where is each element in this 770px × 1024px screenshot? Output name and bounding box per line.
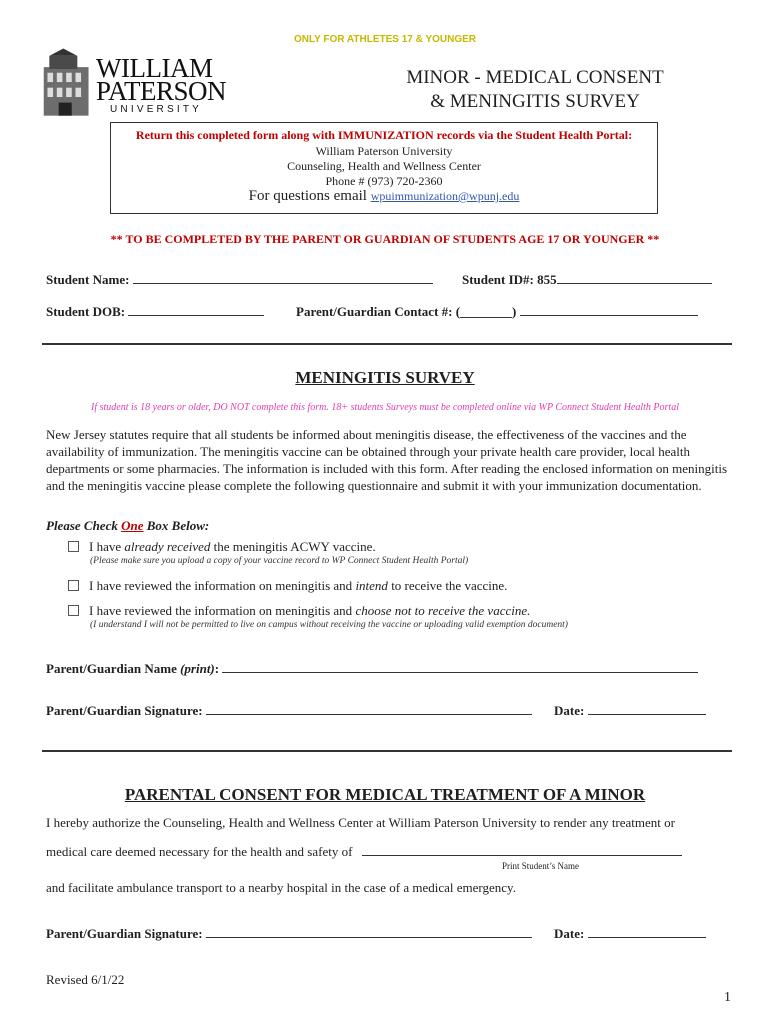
- student-name-label: Student Name:: [46, 272, 130, 287]
- logo-word-paterson: PATERSON: [96, 76, 227, 106]
- guardian-note: ** TO BE COMPLETED BY THE PARENT OR GUARDIAN OF STUDENTS AGE 17 OR YOUNGER **: [110, 232, 660, 246]
- student-dob-field[interactable]: [46, 304, 264, 320]
- print-student-name-label: Print Student’s Name: [502, 861, 579, 871]
- checkbox[interactable]: [68, 541, 79, 552]
- option-intend[interactable]: [68, 578, 507, 594]
- logo-word-university: UNIVERSITY: [110, 104, 203, 115]
- student-name-blank[interactable]: [133, 283, 433, 284]
- checkbox[interactable]: [68, 580, 79, 591]
- exemption-note: (I understand I will not be permitted to live on campus without receiving the vaccine or uploading valid exemption document): [90, 620, 568, 630]
- building-icon: [40, 44, 96, 122]
- check-suffix: Box Below:: [143, 518, 210, 533]
- consent-line-2: [46, 844, 682, 860]
- check-one: One: [121, 518, 144, 533]
- student-id-field[interactable]: [462, 272, 712, 288]
- logo-word-william: WILLIAM: [96, 53, 213, 83]
- consent-line-2-text: medical care deemed necessary for the health and safety of: [46, 844, 353, 859]
- option-decline[interactable]: [68, 603, 530, 619]
- consent-signature-field[interactable]: [46, 926, 532, 942]
- return-instructions-box: [110, 122, 658, 214]
- option-text-emphasis: intend: [355, 578, 388, 593]
- email-link[interactable]: wpuimmunization@wpunj.edu: [370, 189, 520, 203]
- option-text: to receive the vaccine.: [387, 578, 508, 593]
- guardian-contact-label: Parent/Guardian Contact #: (________): [296, 304, 517, 319]
- colon: :: [214, 661, 220, 676]
- print-label: (print): [180, 661, 215, 676]
- form-title: [380, 66, 690, 114]
- meningitis-info-paragraph: New Jersey statutes require that all students be informed about meningitis disease, the effectiveness of the vaccines and the availability of immunization. The meningitis vaccine can be obtained through your private health care provider, local health departments or some pharmacies. The information is included with this form. After reading the enclosed information on meningitis and the meningitis vaccine please complete the following questionnaire and submit it with your immunization documentation.: [46, 427, 728, 493]
- guardian-contact-blank[interactable]: [520, 315, 698, 316]
- option-text-emphasis: already received: [124, 539, 211, 554]
- meningitis-survey-title: MENINGITIS SURVEY: [295, 368, 475, 387]
- return-instruction: Return this completed form along with IMMUNIZATION records via the Student Health Portal:: [135, 128, 633, 142]
- option-text: I have reviewed the information on meningitis and: [89, 578, 356, 593]
- option-text: I have: [89, 539, 125, 554]
- athlete-age-note: ONLY FOR ATHLETES 17 & YOUNGER: [293, 34, 477, 45]
- student-id-label: Student ID#: 855: [462, 272, 557, 287]
- page-number: 1: [724, 990, 731, 1005]
- date-field[interactable]: [554, 703, 706, 719]
- section-divider: [42, 343, 732, 345]
- option-already-received[interactable]: [68, 539, 376, 555]
- age-restriction-note: If student is 18 years or older, DO NOT complete this form. 18+ students Surveys must be completed online via WP Connect Student Health Portal: [91, 402, 679, 413]
- student-id-blank[interactable]: [557, 283, 712, 284]
- form-title-line1: MINOR - MEDICAL CONSENT: [406, 67, 664, 88]
- date-blank[interactable]: [588, 714, 706, 715]
- section-divider: [42, 750, 732, 752]
- guardian-name-label: Parent/Guardian Name: [46, 661, 181, 676]
- consent-title: PARENTAL CONSENT FOR MEDICAL TREATMENT OF A MINOR: [124, 785, 646, 804]
- student-print-name-blank[interactable]: [362, 855, 682, 856]
- student-dob-label: Student DOB:: [46, 304, 126, 319]
- consent-line-1: I hereby authorize the Counseling, Health and Wellness Center at William Paterson University to render any treatment or: [46, 815, 675, 830]
- consent-date-blank[interactable]: [588, 937, 706, 938]
- guardian-name-field[interactable]: [46, 661, 698, 677]
- upload-note: (Please make sure you upload a copy of your vaccine record to WP Connect Student Health Portal): [90, 556, 469, 566]
- student-dob-blank[interactable]: [128, 315, 264, 316]
- guardian-contact-field[interactable]: [296, 304, 698, 320]
- org-name: William Paterson University: [315, 144, 453, 158]
- dept-name: Counseling, Health and Wellness Center: [287, 159, 481, 173]
- check-instruction: [46, 518, 209, 534]
- guardian-name-blank[interactable]: [222, 672, 698, 673]
- checkbox[interactable]: [68, 605, 79, 616]
- form-title-line2: & MENINGITIS SURVEY: [430, 91, 640, 112]
- consent-date-field[interactable]: [554, 926, 706, 942]
- student-name-field[interactable]: [46, 272, 433, 288]
- consent-signature-blank[interactable]: [206, 937, 532, 938]
- check-prefix: Please Check: [46, 518, 122, 533]
- option-text: I have reviewed the information on meningitis and: [89, 603, 356, 618]
- date-label: Date:: [554, 703, 585, 718]
- guardian-signature-field[interactable]: [46, 703, 532, 719]
- consent-date-label: Date:: [554, 926, 585, 941]
- consent-signature-label: Parent/Guardian Signature:: [46, 926, 203, 941]
- consent-line-3: and facilitate ambulance transport to a nearby hospital in the case of a medical emergency.: [46, 880, 516, 895]
- option-text: the meningitis ACWY vaccine.: [210, 539, 376, 554]
- questions-prefix: For questions email: [248, 188, 371, 204]
- guardian-signature-label: Parent/Guardian Signature:: [46, 703, 203, 718]
- guardian-signature-blank[interactable]: [206, 714, 532, 715]
- revision-date: Revised 6/1/22: [46, 972, 125, 987]
- questions-line: [111, 188, 657, 205]
- option-text-emphasis: choose not to receive the vaccine.: [355, 603, 531, 618]
- phone-number: Phone # (973) 720-2360: [325, 174, 443, 188]
